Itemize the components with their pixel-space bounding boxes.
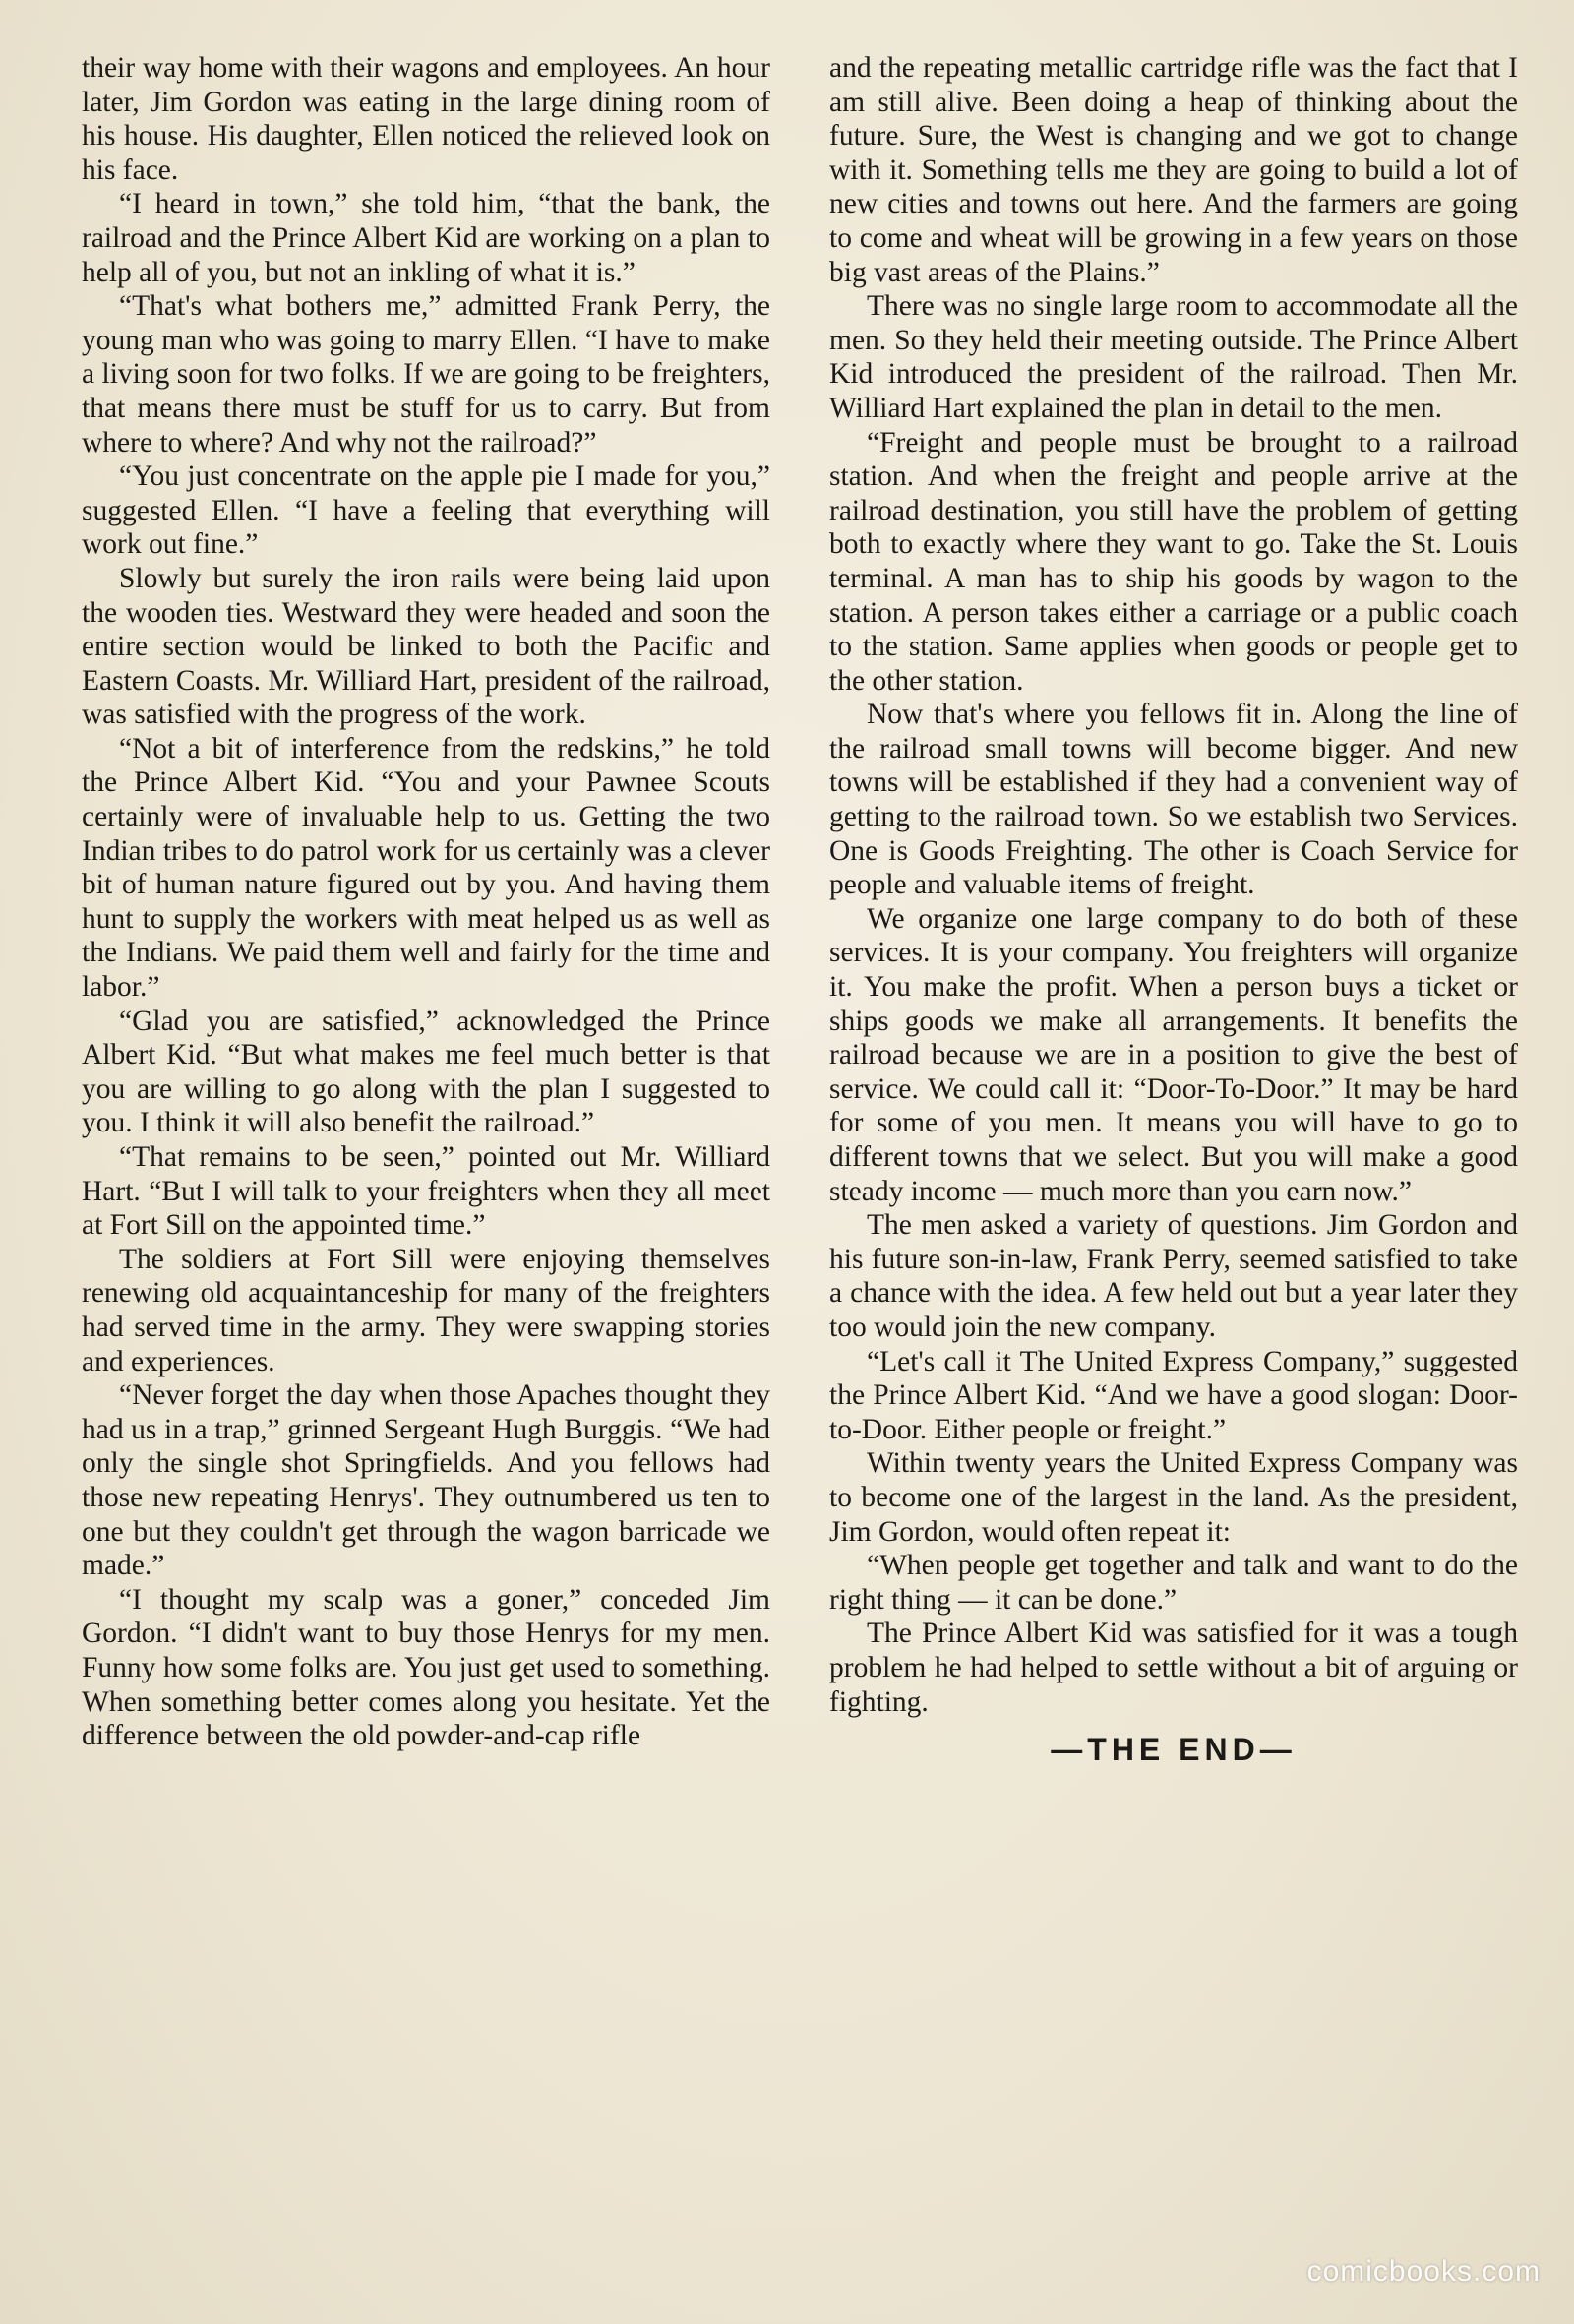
paragraph: “You just concentrate on the apple pie I made for you,” suggested Ellen. “I have a feeling that everything will work out fine.” xyxy=(82,460,770,561)
paragraph: Within twenty years the United Express Company was to become one of the largest in the land. As the president, Jim Gordon, would often repeat it: xyxy=(829,1447,1518,1548)
paragraph: “That's what bothers me,” admitted Frank Perry, the young man who was going to marry Ellen. “I have to make a living soon for two folks. If we are going to be freighters, that means there must be stuff for us to carry. But from where to where? And why not the railroad?” xyxy=(82,290,770,459)
paragraph: Now that's where you fellows fit in. Along the line of the railroad small towns will become bigger. And new towns will be established if they had a convenient way of getting to the railroad town. So we establish two Services. One is Goods Freighting. The other is Coach Service for people and valuable items of freight. xyxy=(829,699,1518,901)
paragraph: “When people get together and talk and want to do the right thing — it can be done.” xyxy=(829,1550,1518,1616)
paragraph: “Glad you are satisfied,” acknowledged the Prince Albert Kid. “But what makes me feel much better is that you are willing to go along with the plan I suggested to you. I think it will also benefit the railroad.” xyxy=(82,1005,770,1139)
the-end-label: —THE END— xyxy=(1051,1732,1297,1768)
paragraph: Slowly but surely the iron rails were being laid upon the wooden ties. Westward they were headed and soon the entire section would be linked to both the Pacific and Eastern Coasts. Mr. Williard Hart, president of the railroad, was satisfied with the progress of the work. xyxy=(82,562,770,731)
paragraph: “I thought my scalp was a goner,” conceded Jim Gordon. “I didn't want to buy those Henrys for my men. Funny how some folks are. You just get used to something. When something better comes along you hesitate. Yet the difference between the old powder-and-cap rifle xyxy=(82,1583,770,1752)
paragraph: “That remains to be seen,” pointed out Mr. Williard Hart. “But I will talk to your freighters when they all meet at Fort Sill on the appointed time.” xyxy=(82,1141,770,1242)
paragraph: The Prince Albert Kid was satisfied for it was a tough problem he had helped to settle without a bit of arguing or fighting. xyxy=(829,1618,1518,1718)
paragraph: “Not a bit of interference from the redskins,” he told the Prince Albert Kid. “You and your Pawnee Scouts certainly were of invaluable help to us. Getting the two Indian tribes to do patrol work for us certainly was a clever bit of human nature figured out by you. And having them hunt to supply the workers with meat helped us as well as the Indians. We paid them well and fairly for the time and labor.” xyxy=(82,732,770,1004)
paragraph: “I heard in town,” she told him, “that the bank, the railroad and the Prince Albert Kid are working on a plan to help all of you, but not an inkling of what it is.” xyxy=(82,188,770,288)
paragraph: There was no single large room to accommodate all the men. So they held their meeting outside. The Prince Albert Kid introduced the president of the railroad. Then Mr. Williard Hart explained the plan in detail to the men. xyxy=(829,290,1518,424)
right-text-column xyxy=(829,51,1518,1767)
paragraph: The men asked a variety of questions. Jim Gordon and his future son-in-law, Frank Perry, seemed satisfied to take a chance with the idea. A few held out but a year later they too would join the new company. xyxy=(829,1209,1518,1343)
paragraph: “Let's call it The United Express Company,” suggested the Prince Albert Kid. “And we have a good slogan: Door-to-Door. Either people or freight.” xyxy=(829,1345,1518,1445)
paragraph: The soldiers at Fort Sill were enjoying themselves renewing old acquaintanceship for many of the freighters had served time in the army. They were swapping stories and experiences. xyxy=(82,1243,770,1377)
paragraph: We organize one large company to do both of these services. It is your company. You freighters will organize it. You make the profit. When a person buys a ticket or ships goods we make all arrangements. It benefits the railroad because we are in a position to give the best of service. We could call it: “Door-To-Door.” It may be hard for some of you men. It means you will have to go to different towns that we select. But you will make a good steady income — much more than you earn now.” xyxy=(829,902,1518,1207)
paragraph: and the repeating metallic cartridge rifle was the fact that I am still alive. Been doing a heap of thinking about the future. Sure, the West is changing and we got to change with it. Something tells me they are going to build a lot of new cities and towns out here. And the farmers are going to come and wheat will be growing in a few years on those big vast areas of the Plains.” xyxy=(829,52,1518,288)
watermark: comicbooks.com xyxy=(1306,2255,1541,2288)
paragraph: “Never forget the day when those Apaches thought they had us in a trap,” grinned Sergeant Hugh Burggis. “We had only the single shot Springfields. And you fellows had those new repeating Henrys'. They outnumbered us ten to one but they couldn't get through the wagon barricade we made.” xyxy=(82,1379,770,1582)
left-text-column xyxy=(82,51,770,1753)
paragraph: their way home with their wagons and employees. An hour later, Jim Gordon was eating in the large dining room of his house. His daughter, Ellen noticed the relieved look on his face. xyxy=(82,52,770,186)
paragraph: “Freight and people must be brought to a railroad station. And when the freight and people arrive at the railroad destination, you still have the problem of getting both to exactly where they want to go. Take the St. Louis terminal. A man has to ship his goods by wagon to the station. A person takes either a carriage or a public coach to the station. Same applies when goods or people get to the other station. xyxy=(829,426,1518,697)
